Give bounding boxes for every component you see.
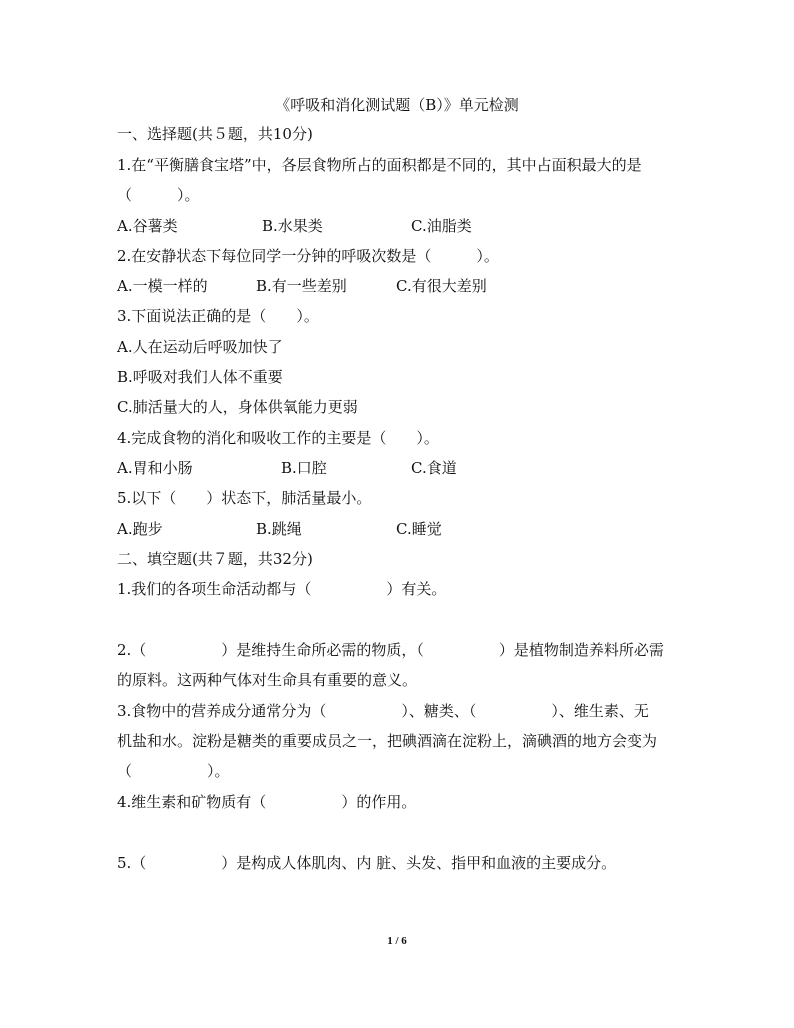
s2-q2-line2: 的原料。这两种气体对生命具有重要的意义。 <box>117 671 418 689</box>
s2-q3-line2: 机盐和水。淀粉是糖类的重要成员之一，把碘酒滴在淀粉上，滴碘酒的地方会变为 <box>117 732 658 750</box>
s2-q3-line1: 3.食物中的营养成分通常分为（ ）、糖类、（ ）、维生素、无 <box>117 702 649 720</box>
s1-q5-option-a: A.跑步 <box>117 520 163 538</box>
s1-q3-text: 3.下面说法正确的是（ ）。 <box>117 307 319 325</box>
s2-q4-text: 4.维生素和矿物质有（ ）的作用。 <box>117 793 417 811</box>
s1-q3-option-b: B.呼吸对我们人体不重要 <box>117 368 283 386</box>
page-title: 《呼吸和消化测试题（B）》单元检测 <box>275 96 519 114</box>
section1-heading: 一、选择题(共５题，共10分) <box>117 125 313 143</box>
s1-q3-option-a: A.人在运动后呼吸加快了 <box>117 338 283 356</box>
s1-q1-line1: 1.在“平衡膳食宝塔”中，各层食物所占的面积都是不同的，其中占面积最大的是 <box>117 156 642 174</box>
s2-q1-text: 1.我们的各项生命活动都与（ ）有关。 <box>117 580 447 598</box>
s1-q5-option-c: C.睡觉 <box>396 520 442 538</box>
s1-q2-text: 2.在安静状态下每位同学一分钟的呼吸次数是（ ）。 <box>117 247 499 265</box>
s1-q2-option-c: C.有很大差别 <box>396 277 487 295</box>
s2-q5-text: 5.（ ）是构成人体肌肉、内 脏、头发、指甲和血液的主要成分。 <box>117 854 617 872</box>
s2-q3-line3: （ ）。 <box>117 762 230 780</box>
s1-q1-option-c: C.油脂类 <box>411 217 472 235</box>
s1-q5-text: 5.以下（ ）状态下，肺活量最小。 <box>117 489 372 507</box>
s1-q2-option-a: A.一模一样的 <box>117 277 208 295</box>
s1-q1-line2: （ ）。 <box>117 186 200 204</box>
s1-q4-option-a: A.胃和小肠 <box>117 459 193 477</box>
s1-q3-option-c: C.肺活量大的人，身体供氧能力更弱 <box>117 398 358 416</box>
page-number: 1 / 6 <box>387 935 407 947</box>
s2-q2-line1: 2.（ ）是维持生命所必需的物质，（ ）是植物制造养料所必需 <box>117 641 664 659</box>
section2-heading: 二、填空题(共７题，共32分) <box>117 550 313 568</box>
s1-q1-option-b: B.水果类 <box>262 217 323 235</box>
s1-q5-option-b: B.跳绳 <box>256 520 302 538</box>
s1-q4-text: 4.完成食物的消化和吸收工作的主要是（ ）。 <box>117 429 439 447</box>
s1-q1-option-a: A.谷薯类 <box>117 217 178 235</box>
s1-q4-option-b: B.口腔 <box>281 459 327 477</box>
s1-q4-option-c: C.食道 <box>411 459 457 477</box>
s1-q2-option-b: B.有一些差别 <box>256 277 347 295</box>
